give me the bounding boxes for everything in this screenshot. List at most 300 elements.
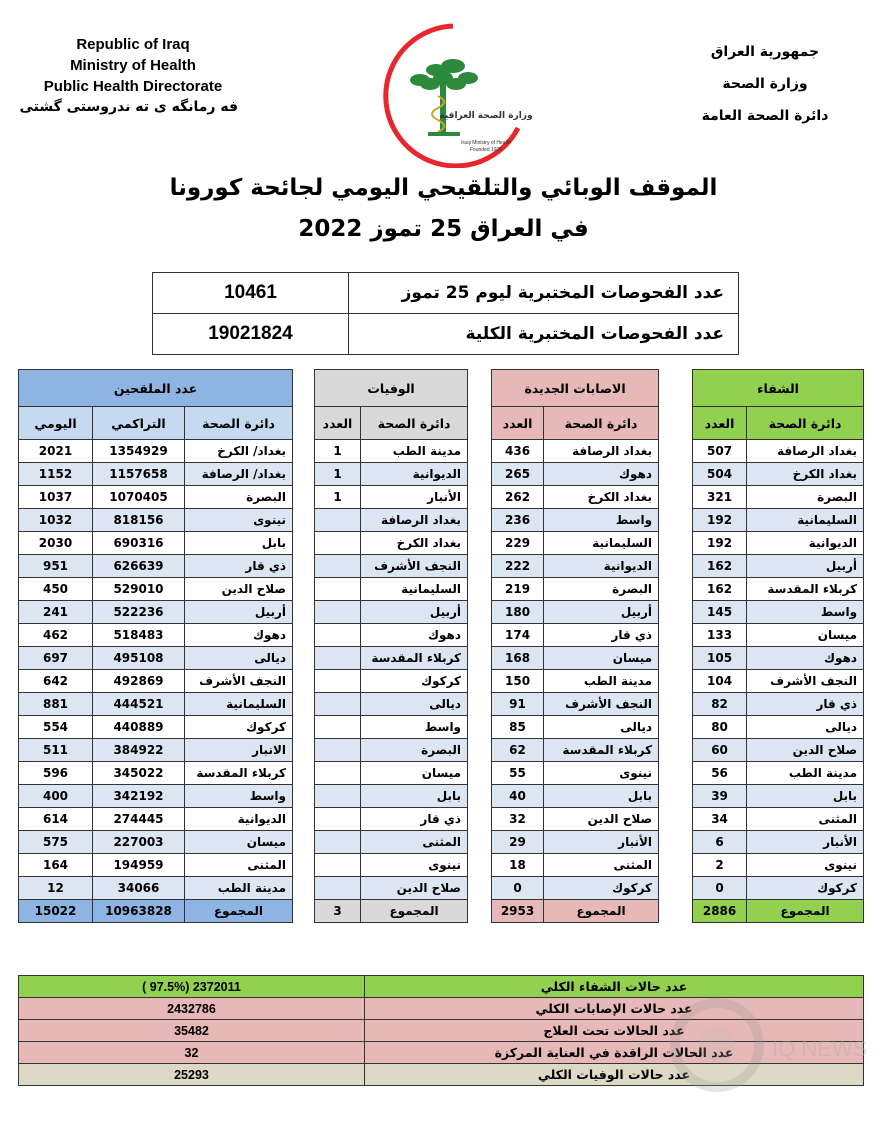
column-gap <box>468 762 492 785</box>
recovered-directorate-cell: بغداد الكرخ <box>747 463 864 486</box>
recovered-count-cell: 133 <box>693 624 747 647</box>
recovered-count-cell: 2 <box>693 854 747 877</box>
column-gap <box>468 555 492 578</box>
column-gap <box>293 647 315 670</box>
new-cases-directorate-cell: ميسان <box>544 647 659 670</box>
column-gap <box>659 693 693 716</box>
vaccinated-directorate-cell: السليمانية <box>185 693 293 716</box>
deaths-count-cell: 1 <box>315 463 361 486</box>
new-cases-directorate-cell: صلاح الدين <box>544 808 659 831</box>
deaths-count-cell <box>315 716 361 739</box>
deaths-count-cell <box>315 670 361 693</box>
recovered-directorate-cell: مدينة الطب <box>747 762 864 785</box>
summary-label: عدد الحالات تحت العلاج <box>365 1020 864 1042</box>
vaccinated-daily-cell: 554 <box>19 716 93 739</box>
column-gap <box>468 647 492 670</box>
column-gap <box>659 578 693 601</box>
vaccinated-cumulative-cell: 690316 <box>93 532 185 555</box>
vaccinated-directorate-cell: بابل <box>185 532 293 555</box>
deaths-count-cell <box>315 601 361 624</box>
column-gap <box>468 486 492 509</box>
new-cases-count-cell: 168 <box>492 647 544 670</box>
vaccinated-directorate-cell: بغداد/ الرصافة <box>185 463 293 486</box>
recovered-directorate-cell: ذي قار <box>747 693 864 716</box>
column-gap <box>293 785 315 808</box>
new-cases-header: الاصابات الجديدة <box>492 370 659 407</box>
vaccinated-cumulative-cell: 529010 <box>93 578 185 601</box>
column-gap <box>468 407 492 440</box>
deaths-count-cell <box>315 785 361 808</box>
column-gap <box>293 509 315 532</box>
table-row <box>19 555 864 578</box>
col-header-count: العدد <box>492 407 544 440</box>
vaccinated-daily-cell: 511 <box>19 739 93 762</box>
recovered-count-cell: 162 <box>693 555 747 578</box>
column-gap <box>659 509 693 532</box>
deaths-header: الوفيات <box>315 370 468 407</box>
vaccinated-cumulative-cell: 1070405 <box>93 486 185 509</box>
vaccinated-total-label: المجموع <box>185 900 293 923</box>
col-header-count: العدد <box>693 407 747 440</box>
summary-value: 32 <box>19 1042 365 1064</box>
column-gap <box>468 532 492 555</box>
column-gap <box>468 854 492 877</box>
deaths-count-cell <box>315 831 361 854</box>
column-gap <box>659 463 693 486</box>
deaths-count-cell <box>315 555 361 578</box>
header-ar-line: دائرة الصحة العامة <box>701 108 829 124</box>
new-cases-directorate-cell: دهوك <box>544 463 659 486</box>
column-gap <box>468 509 492 532</box>
vaccinated-directorate-cell: الانبار <box>185 739 293 762</box>
column-gap <box>468 900 492 923</box>
header-en-line: Republic of Iraq <box>76 36 190 53</box>
table-row <box>19 693 864 716</box>
lab-tests-table <box>152 272 739 355</box>
deaths-directorate-cell: بابل <box>361 785 468 808</box>
table-row <box>19 440 864 463</box>
deaths-count-cell: 1 <box>315 486 361 509</box>
summary-label: عدد حالات الوفيات الكلي <box>365 1064 864 1086</box>
summary-value: 25293 <box>19 1064 365 1086</box>
deaths-total-label: المجموع <box>361 900 468 923</box>
new-cases-directorate-cell: كربلاء المقدسة <box>544 739 659 762</box>
deaths-directorate-cell: النجف الأشرف <box>361 555 468 578</box>
vaccinated-directorate-cell: البصرة <box>185 486 293 509</box>
column-gap <box>468 463 492 486</box>
logo-text-ar: وزارة الصحة العراقية <box>439 111 533 121</box>
column-gap <box>293 532 315 555</box>
recovered-count-cell: 60 <box>693 739 747 762</box>
new-cases-directorate-cell: ذي قار <box>544 624 659 647</box>
column-gap <box>468 877 492 900</box>
column-gap <box>659 532 693 555</box>
vaccinated-directorate-cell: مدينة الطب <box>185 877 293 900</box>
table-row <box>19 900 864 923</box>
new-cases-count-cell: 436 <box>492 440 544 463</box>
vaccinated-directorate-cell: أربيل <box>185 601 293 624</box>
deaths-count-cell <box>315 808 361 831</box>
deaths-directorate-cell: بغداد الكرخ <box>361 532 468 555</box>
vaccinated-directorate-cell: واسط <box>185 785 293 808</box>
table-row <box>19 370 864 407</box>
column-gap <box>293 555 315 578</box>
vaccinated-total-cumulative: 10963828 <box>93 900 185 923</box>
deaths-count-cell <box>315 624 361 647</box>
deaths-directorate-cell: نينوى <box>361 854 468 877</box>
column-gap <box>293 370 315 407</box>
new-cases-directorate-cell: الديوانية <box>544 555 659 578</box>
deaths-directorate-cell: واسط <box>361 716 468 739</box>
vaccinated-daily-cell: 881 <box>19 693 93 716</box>
table-row <box>19 601 864 624</box>
recovered-directorate-cell: بابل <box>747 785 864 808</box>
table-row <box>19 532 864 555</box>
vaccinated-daily-cell: 575 <box>19 831 93 854</box>
new-cases-count-cell: 55 <box>492 762 544 785</box>
column-gap <box>293 578 315 601</box>
column-gap <box>659 762 693 785</box>
deaths-directorate-cell: مدينة الطب <box>361 440 468 463</box>
recovered-directorate-cell: السليمانية <box>747 509 864 532</box>
new-cases-directorate-cell: واسط <box>544 509 659 532</box>
deaths-directorate-cell: ديالى <box>361 693 468 716</box>
new-cases-total-label: المجموع <box>544 900 659 923</box>
vaccinated-directorate-cell: ميسان <box>185 831 293 854</box>
daily-tests-value: 10461 <box>153 273 349 314</box>
deaths-count-cell <box>315 854 361 877</box>
header-ar-line: وزارة الصحة <box>722 76 808 92</box>
new-cases-directorate-cell: بابل <box>544 785 659 808</box>
recovered-count-cell: 0 <box>693 877 747 900</box>
header-arabic <box>670 36 860 132</box>
deaths-count-cell <box>315 693 361 716</box>
deaths-count-cell <box>315 647 361 670</box>
vaccinated-directorate-cell: كركوك <box>185 716 293 739</box>
deaths-count-cell <box>315 739 361 762</box>
column-gap <box>659 407 693 440</box>
vaccinated-cumulative-cell: 1157658 <box>93 463 185 486</box>
vaccinated-total-daily: 15022 <box>19 900 93 923</box>
deaths-count-cell <box>315 762 361 785</box>
recovered-directorate-cell: كربلاء المقدسة <box>747 578 864 601</box>
recovered-directorate-cell: أربيل <box>747 555 864 578</box>
summary-value: ( 97.5%) 2372011 <box>19 976 365 998</box>
recovered-count-cell: 80 <box>693 716 747 739</box>
vaccinated-daily-cell: 164 <box>19 854 93 877</box>
vaccinated-daily-cell: 596 <box>19 762 93 785</box>
table-row <box>19 785 864 808</box>
vaccinated-daily-cell: 951 <box>19 555 93 578</box>
summary-label: عدد حالات الشفاء الكلي <box>365 976 864 998</box>
page-title: الموقف الوبائي والتلقيحي اليومي لجائحة كورونا <box>169 175 718 201</box>
column-gap <box>659 647 693 670</box>
recovered-total-label: المجموع <box>747 900 864 923</box>
summary-label: عدد حالات الإصابات الكلي <box>365 998 864 1020</box>
new-cases-directorate-cell: بغداد الرصافة <box>544 440 659 463</box>
column-gap <box>659 670 693 693</box>
deaths-count-cell <box>315 509 361 532</box>
column-gap <box>468 440 492 463</box>
recovered-directorate-cell: نينوى <box>747 854 864 877</box>
vaccinated-cumulative-cell: 518483 <box>93 624 185 647</box>
column-gap <box>659 370 693 407</box>
deaths-directorate-cell: ذي قار <box>361 808 468 831</box>
table-row <box>19 624 864 647</box>
deaths-count-cell <box>315 578 361 601</box>
vaccinated-daily-cell: 642 <box>19 670 93 693</box>
recovered-count-cell: 321 <box>693 486 747 509</box>
deaths-count-cell <box>315 532 361 555</box>
new-cases-directorate-cell: كركوك <box>544 877 659 900</box>
header-en-line: Ministry of Health <box>70 57 196 74</box>
table-row <box>19 808 864 831</box>
column-gap <box>659 486 693 509</box>
recovered-directorate-cell: بغداد الرصافة <box>747 440 864 463</box>
recovered-directorate-cell: صلاح الدين <box>747 739 864 762</box>
table-row <box>153 273 739 314</box>
vaccinated-directorate-cell: النجف الأشرف <box>185 670 293 693</box>
column-gap <box>659 854 693 877</box>
column-gap <box>293 463 315 486</box>
column-gap <box>293 900 315 923</box>
table-row <box>19 463 864 486</box>
column-gap <box>468 739 492 762</box>
table-row <box>19 762 864 785</box>
column-gap <box>293 739 315 762</box>
new-cases-count-cell: 174 <box>492 624 544 647</box>
deaths-directorate-cell: دهوك <box>361 624 468 647</box>
vaccinated-cumulative-cell: 227003 <box>93 831 185 854</box>
new-cases-count-cell: 219 <box>492 578 544 601</box>
recovered-count-cell: 507 <box>693 440 747 463</box>
vaccinated-directorate-cell: ذي قار <box>185 555 293 578</box>
vaccinated-daily-cell: 2021 <box>19 440 93 463</box>
column-gap <box>468 578 492 601</box>
new-cases-count-cell: 180 <box>492 601 544 624</box>
new-cases-count-cell: 236 <box>492 509 544 532</box>
col-header-directorate: دائرة الصحة <box>361 407 468 440</box>
col-header-directorate: دائرة الصحة <box>544 407 659 440</box>
recovered-total: 2886 <box>693 900 747 923</box>
deaths-directorate-cell: السليمانية <box>361 578 468 601</box>
column-gap <box>468 370 492 407</box>
header-english <box>19 34 238 118</box>
vaccinated-daily-cell: 450 <box>19 578 93 601</box>
vaccinated-cumulative-cell: 444521 <box>93 693 185 716</box>
deaths-count-cell: 1 <box>315 440 361 463</box>
vaccinated-cumulative-cell: 818156 <box>93 509 185 532</box>
vaccinated-daily-cell: 1152 <box>19 463 93 486</box>
deaths-directorate-cell: كربلاء المقدسة <box>361 647 468 670</box>
column-gap <box>468 624 492 647</box>
column-gap <box>293 762 315 785</box>
column-gap <box>468 831 492 854</box>
deaths-directorate-cell: بغداد الرصافة <box>361 509 468 532</box>
vaccinated-cumulative-cell: 345022 <box>93 762 185 785</box>
table-row <box>19 486 864 509</box>
governorate-stats-table <box>18 369 864 923</box>
deaths-count-cell <box>315 877 361 900</box>
vaccinated-daily-cell: 697 <box>19 647 93 670</box>
watermark-text: IQ NEWS <box>772 1036 867 1061</box>
new-cases-count-cell: 40 <box>492 785 544 808</box>
recovered-directorate-cell: كركوك <box>747 877 864 900</box>
new-cases-total: 2953 <box>492 900 544 923</box>
column-gap <box>293 854 315 877</box>
column-gap <box>293 486 315 509</box>
recovered-count-cell: 104 <box>693 670 747 693</box>
vaccinated-daily-cell: 1037 <box>19 486 93 509</box>
recovered-directorate-cell: الديوانية <box>747 532 864 555</box>
new-cases-count-cell: 32 <box>492 808 544 831</box>
deaths-directorate-cell: أربيل <box>361 601 468 624</box>
column-gap <box>468 601 492 624</box>
recovered-count-cell: 34 <box>693 808 747 831</box>
column-gap <box>293 808 315 831</box>
logo-text-en: Iraqi Ministry of Health <box>461 140 511 146</box>
summary-value: 35482 <box>19 1020 365 1042</box>
vaccinated-daily-cell: 462 <box>19 624 93 647</box>
deaths-directorate-cell: البصرة <box>361 739 468 762</box>
table-row <box>19 739 864 762</box>
daily-tests-label: عدد الفحوصات المختبرية ليوم 25 تموز <box>349 273 739 314</box>
vaccinated-header: عدد الملقحين <box>19 370 293 407</box>
new-cases-count-cell: 262 <box>492 486 544 509</box>
new-cases-directorate-cell: ديالى <box>544 716 659 739</box>
vaccinated-daily-cell: 614 <box>19 808 93 831</box>
page-subtitle: في العراق 25 تموز 2022 <box>298 216 589 242</box>
column-gap <box>293 407 315 440</box>
table-row <box>19 877 864 900</box>
table-row <box>19 578 864 601</box>
vaccinated-cumulative-cell: 522236 <box>93 601 185 624</box>
recovered-directorate-cell: النجف الأشرف <box>747 670 864 693</box>
vaccinated-cumulative-cell: 384922 <box>93 739 185 762</box>
column-gap <box>293 716 315 739</box>
logo-text-founded: Founded 1920 <box>469 147 503 153</box>
recovered-count-cell: 192 <box>693 532 747 555</box>
col-header-directorate: دائرة الصحة <box>747 407 864 440</box>
vaccinated-cumulative-cell: 626639 <box>93 555 185 578</box>
header-en-line: Public Health Directorate <box>43 78 223 95</box>
column-gap <box>659 739 693 762</box>
column-gap <box>659 808 693 831</box>
new-cases-count-cell: 0 <box>492 877 544 900</box>
vaccinated-daily-cell: 400 <box>19 785 93 808</box>
table-row <box>19 854 864 877</box>
table-row <box>19 407 864 440</box>
vaccinated-directorate-cell: بغداد/ الكرخ <box>185 440 293 463</box>
column-gap <box>468 670 492 693</box>
deaths-directorate-cell: الديوانية <box>361 463 468 486</box>
column-gap <box>659 555 693 578</box>
recovered-count-cell: 6 <box>693 831 747 854</box>
new-cases-directorate-cell: السليمانية <box>544 532 659 555</box>
table-row <box>153 314 739 355</box>
vaccinated-daily-cell: 12 <box>19 877 93 900</box>
header-kurdish-line: فه رمانگه ی ته ندروستی گشتی <box>19 99 238 115</box>
recovered-count-cell: 504 <box>693 463 747 486</box>
new-cases-directorate-cell: البصرة <box>544 578 659 601</box>
deaths-directorate-cell: صلاح الدين <box>361 877 468 900</box>
recovered-count-cell: 56 <box>693 762 747 785</box>
new-cases-count-cell: 229 <box>492 532 544 555</box>
watermark <box>662 990 867 1100</box>
recovered-count-cell: 162 <box>693 578 747 601</box>
new-cases-directorate-cell: مدينة الطب <box>544 670 659 693</box>
column-gap <box>468 693 492 716</box>
new-cases-count-cell: 91 <box>492 693 544 716</box>
column-gap <box>293 831 315 854</box>
col-header-count: العدد <box>315 407 361 440</box>
recovered-count-cell: 39 <box>693 785 747 808</box>
col-header-cumulative: التراكمي <box>93 407 185 440</box>
table-row <box>19 716 864 739</box>
ministry-logo <box>358 18 538 168</box>
vaccinated-directorate-cell: الديوانية <box>185 808 293 831</box>
col-header-directorate: دائرة الصحة <box>185 407 293 440</box>
recovered-header: الشفاء <box>693 370 864 407</box>
table-row <box>19 670 864 693</box>
column-gap <box>659 900 693 923</box>
new-cases-directorate-cell: النجف الأشرف <box>544 693 659 716</box>
vaccinated-cumulative-cell: 194959 <box>93 854 185 877</box>
recovered-count-cell: 105 <box>693 647 747 670</box>
column-gap <box>468 785 492 808</box>
column-gap <box>293 693 315 716</box>
deaths-total: 3 <box>315 900 361 923</box>
col-header-daily: اليومي <box>19 407 93 440</box>
column-gap <box>659 785 693 808</box>
column-gap <box>659 601 693 624</box>
recovered-directorate-cell: ميسان <box>747 624 864 647</box>
recovered-directorate-cell: واسط <box>747 601 864 624</box>
new-cases-count-cell: 265 <box>492 463 544 486</box>
recovered-directorate-cell: البصرة <box>747 486 864 509</box>
column-gap <box>293 877 315 900</box>
vaccinated-cumulative-cell: 440889 <box>93 716 185 739</box>
column-gap <box>293 624 315 647</box>
new-cases-directorate-cell: نينوى <box>544 762 659 785</box>
recovered-count-cell: 82 <box>693 693 747 716</box>
vaccinated-cumulative-cell: 274445 <box>93 808 185 831</box>
new-cases-count-cell: 85 <box>492 716 544 739</box>
total-tests-value: 19021824 <box>153 314 349 355</box>
column-gap <box>659 831 693 854</box>
vaccinated-cumulative-cell: 34066 <box>93 877 185 900</box>
vaccinated-directorate-cell: ديالى <box>185 647 293 670</box>
recovered-count-cell: 145 <box>693 601 747 624</box>
recovered-directorate-cell: ديالى <box>747 716 864 739</box>
vaccinated-directorate-cell: دهوك <box>185 624 293 647</box>
vaccinated-cumulative-cell: 1354929 <box>93 440 185 463</box>
deaths-directorate-cell: كركوك <box>361 670 468 693</box>
vaccinated-daily-cell: 2030 <box>19 532 93 555</box>
vaccinated-cumulative-cell: 492869 <box>93 670 185 693</box>
new-cases-directorate-cell: أربيل <box>544 601 659 624</box>
deaths-directorate-cell: المثنى <box>361 831 468 854</box>
column-gap <box>659 440 693 463</box>
new-cases-directorate-cell: الأنبار <box>544 831 659 854</box>
new-cases-count-cell: 18 <box>492 854 544 877</box>
new-cases-count-cell: 150 <box>492 670 544 693</box>
table-row <box>19 509 864 532</box>
column-gap <box>293 601 315 624</box>
recovered-directorate-cell: دهوك <box>747 647 864 670</box>
vaccinated-daily-cell: 1032 <box>19 509 93 532</box>
vaccinated-cumulative-cell: 495108 <box>93 647 185 670</box>
